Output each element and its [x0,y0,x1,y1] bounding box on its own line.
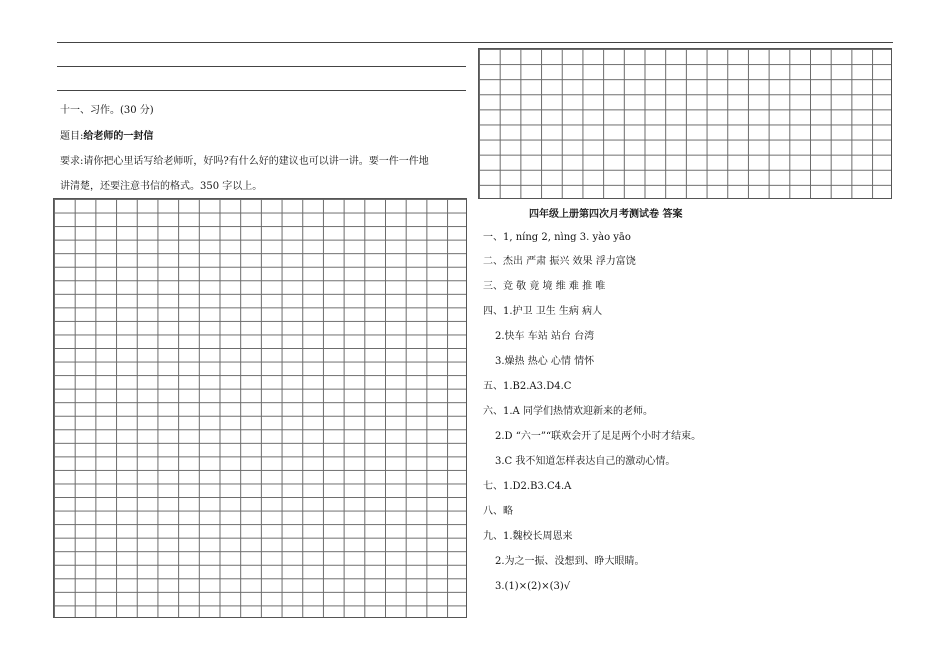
top-rule [57,42,893,43]
answer-line-2: 二、杰出 严肃 振兴 效果 浮力富饶 [483,256,636,267]
answer-line-6: 3.燥热 热心 心情 情怀 [495,356,595,367]
answer-line-10: 3.C 我不知道怎样表达自己的激动心情。 [495,456,676,467]
answer-line-5: 2.快车 车站 站台 台湾 [495,331,595,342]
answer-line-7: 五、1.B2.A3.D4.C [483,381,572,392]
answer-line-4: 四、1.护卫 卫生 生病 病人 [483,306,603,317]
answer-line-12: 八、略 [483,506,513,517]
writing-grid-right [478,48,892,199]
essay-requirement-line-1: 要求:请你把心里话写给老师听，好吗?有什么好的建议也可以讲一讲。要一件一件地 [60,156,429,167]
writing-line-1 [57,66,466,67]
answer-key-title: 四年级上册第四次月考测试卷 答案 [529,209,683,220]
writing-line-2 [57,90,466,91]
writing-grid-left [53,198,467,618]
answer-line-13: 九、1.魏校长周恩来 [483,531,573,542]
essay-requirement-line-2: 讲清楚，还要注意书信的格式。350 字以上。 [60,181,263,192]
answer-line-11: 七、1.D2.B3.C4.A [483,481,572,492]
essay-heading: 十一、习作。(30 分) [60,105,154,116]
essay-title-line [60,130,153,144]
answer-line-15: 3.(1)×(2)×(3)√ [495,581,571,592]
essay-title: 给老师的一封信 [83,131,154,142]
essay-title-prefix: 题目: [60,131,84,142]
answer-line-3: 三、竞 敬 竟 境 维 难 推 唯 [483,281,606,292]
answer-line-14: 2.为之一振、没想到、睁大眼睛。 [495,556,645,567]
answer-line-8: 六、1.A 同学们热情欢迎新来的老师。 [483,406,653,417]
answer-line-1: 一、1, níng 2, nìng 3. yào yāo [483,232,631,243]
answer-line-9: 2.D “六一”“联欢会开了足足两个小时才结束。 [495,431,702,442]
